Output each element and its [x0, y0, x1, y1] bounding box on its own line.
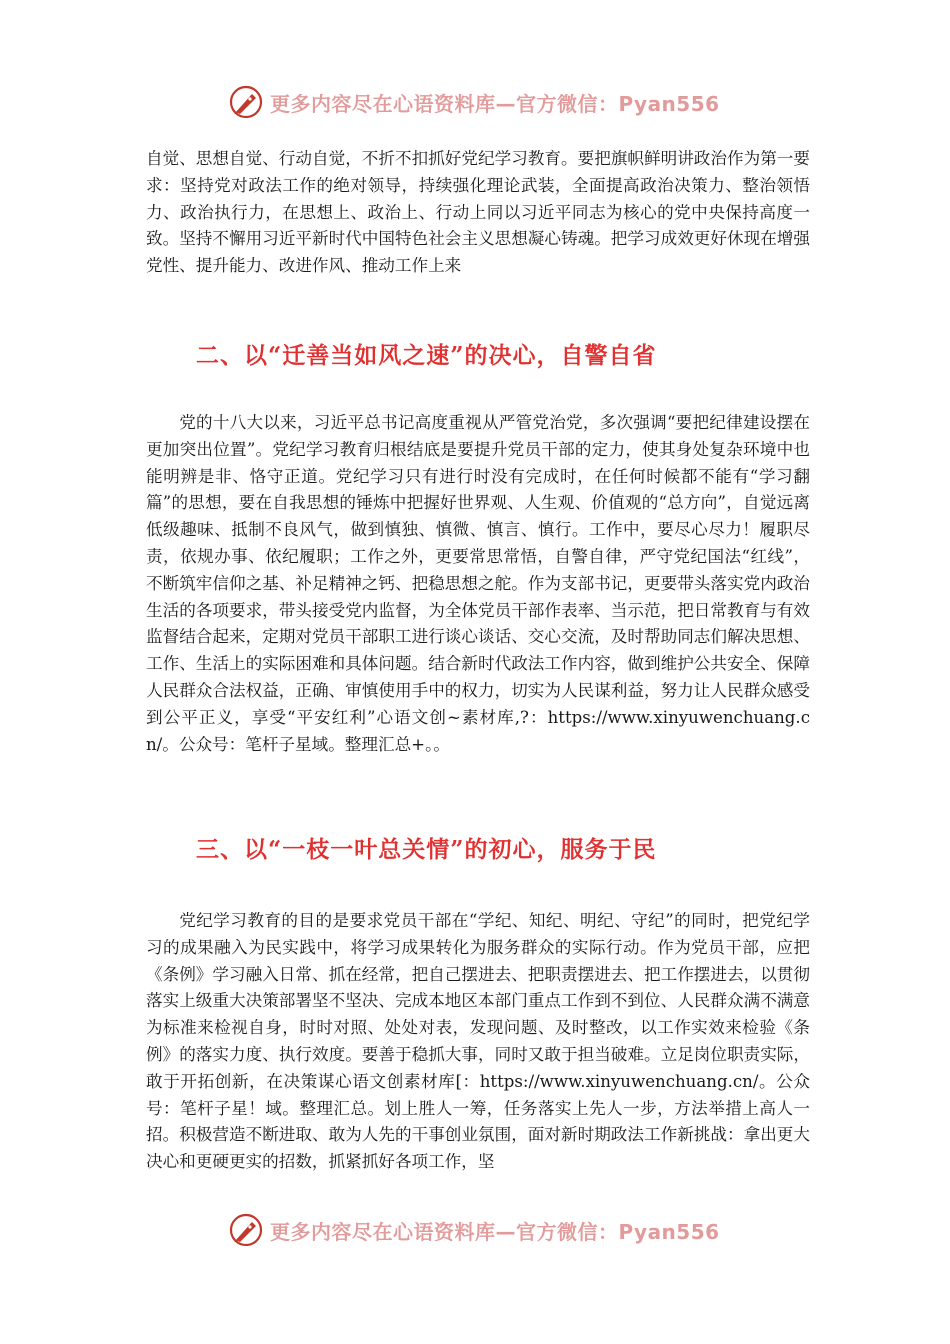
footer-banner [228, 1212, 728, 1248]
banner-text: 更多内容尽在心语资料库—官方微信：Pyan556 [270, 91, 720, 116]
paragraph-2: 党的十八大以来，习近平总书记高度重视从严管党治党，多次强调“要把纪律建设摆在更加突出位置”。党纪学习教育归根结底是要提升党员干部的定力，使其身处复杂环境中也能明辨是非、恪守正道。党纪学习只有进行时没有完成时，在任何时候都不能有“学习翻篇”的思想，要在自我思想的锤炼中把握好世界观、人生观、价值观的“总方向”，自觉远离低级趣味、抵制不良风气，做到慎独、慎微、慎言、慎行。工作中，要尽心尽力！履职尽责，依规办事、依纪履职；工作之外，更要常思常悟，自警自律，严守党纪国法“红线”，不断筑牢信仰之基、补足精神之钙、把稳思想之舵。作为支部书记，更要带头落实党内政治生活的各项要求，带头接受党内监督，为全体党员干部作表率、当示范，把日常教育与有效监督结合起来，定期对党员干部职工进行谈心谈话、交心交流，及时帮助同志们解决思想、工作、生活上的实际困难和具体问题。结合新时代政法工作内容，做到维护公共安全、保障人民群众合法权益，正确、审慎使用手中的权力，切实为人民谋利益，努力让人民群众感受到公平正义，享受“平安红利”心语文创~素材库,?：https://www.xinyuwenchuang.cn/。公众号：笔杆子星域。整理汇总+。。 [146, 413, 810, 754]
header-banner [228, 84, 728, 120]
pen-nib-logo-icon [228, 84, 264, 120]
section-heading-3: 三、以“一枝一叶总关情”的初心，服务于民 [196, 836, 657, 863]
banner-text: 更多内容尽在心语资料库—官方微信：Pyan556 [270, 1219, 720, 1244]
paragraph-1: 自觉、思想自觉、行动自觉，不折不扣抓好党纪学习教育。要把旗帜鲜明讲政治作为第一要求：坚持党对政法工作的绝对领导，持续强化理论武装，全面提高政治决策力、整治领悟力、政治执行力，在思想上、政治上、行动上同以习近平同志为核心的党中央保持高度一致。坚持不懈用习近平新时代中国特色社会主义思想凝心铸魂。把学习成效更好休现在增强党性、提升能力、改进作风、推动工作上来 [146, 149, 810, 276]
pen-nib-logo-icon [228, 1212, 264, 1248]
section-heading-2: 二、以“迁善当如风之速”的决心，自警自省 [196, 342, 657, 369]
paragraph-3: 党纪学习教育的目的是要求党员干部在“学纪、知纪、明纪、守纪”的同时，把党纪学习的成果融入为民实践中，将学习成果转化为服务群众的实际行动。作为党员干部，应把《条例》学习融入日常、抓在经常，把自己摆进去、把职责摆进去、把工作摆进去，以贯彻落实上级重大决策部署坚不坚决、完成本地区本部门重点工作到不到位、人民群众满不满意为标准来检视自身，时时对照、处处对表，发现问题、及时整改，以工作实效来检验《条例》的落实力度、执行效度。要善于稳抓大事，同时又敢于担当破难。立足岗位职责实际，敢于开拓创新，在决策谋心语文创素材库[：https://www.xinyuwenchuang.cn/。公众号：笔杆子星！域。整理汇总。划上胜人一筹，任务落实上先人一步，方法举措上高人一招。积极营造不断进取、敢为人先的干事创业氛围，面对新时期政法工作新挑战：拿出更大决心和更硬更实的招数，抓紧抓好各项工作，坚 [146, 911, 810, 1172]
